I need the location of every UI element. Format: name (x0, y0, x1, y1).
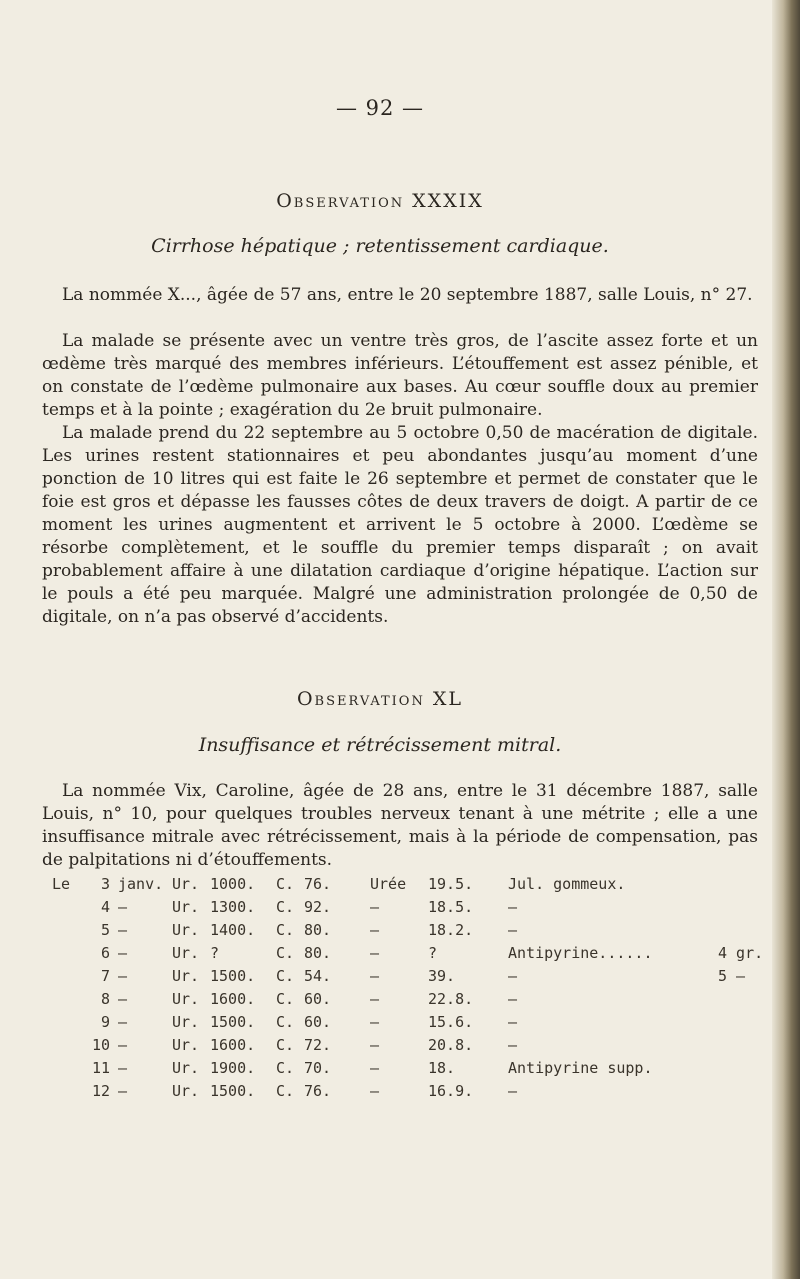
cell-le (52, 1033, 86, 1056)
table-row (52, 918, 763, 941)
cell-c: C. (276, 989, 295, 1008)
cell-dose (718, 987, 763, 1010)
cell-month: — (118, 1058, 128, 1077)
cell-day: 8 (100, 989, 110, 1008)
cell-day: 10 (91, 1035, 110, 1054)
cell-dose (718, 1079, 763, 1102)
cell-day: 7 (100, 966, 110, 985)
cell-dose (718, 918, 763, 941)
cell-dose: 4 gr. (718, 943, 764, 962)
cell-uree: Urée (370, 874, 407, 893)
cell-note: Antipyrine supp. (508, 1058, 653, 1077)
cell-cval: 60. (304, 989, 332, 1008)
cell-month: — (118, 897, 128, 916)
cell-ur: Ur. (172, 897, 200, 916)
observation-40-paragraph: La nommée Vix, Caroline, âgée de 28 ans, entre le 31 décembre 1887, salle Louis, n° 10, pour quelques troubles nerveux tenant à une métrite ; elle a une insuffisance mitrale avec rétrécissement, mais à la période de compensation, pas de palpitations ni d’étouffements. (42, 781, 758, 870)
cell-month: — (118, 1012, 128, 1031)
cell-dose (718, 895, 763, 918)
observation-39-paragraph-3: La malade prend du 22 septembre au 5 octobre 0,50 de macération de digitale. Les urines restent stationnaires et peu abondantes jusqu’au moment d’une ponction de 10 litres qui est faite le 26 septembre et permet de constater que le foie est gros et dépasse les fausses côtes de deux travers de doigt. A partir de ce moment les urines augmentent et arrivent le 5 octobre à 2000. L’œdème se résorbe complètement, et le souffle du premier temps disparaît ; on avait probablement affaire à une dilatation cardiaque d’origine hépatique. L’action sur le pouls a été peu marquée. Malgré une administration prolongée de 0,50 de digitale, on n’a pas observé d’accidents. (42, 423, 758, 627)
cell-uree: — (370, 1012, 380, 1031)
cell-ureeval: 22.8. (428, 989, 474, 1008)
cell-ureeval: 18.2. (428, 920, 474, 939)
observation-40-title: Observation XL (296, 688, 464, 710)
cell-c: C. (276, 920, 295, 939)
cell-ur: Ur. (172, 989, 200, 1008)
cell-le: Le (52, 874, 71, 893)
cell-day: 4 (100, 897, 110, 916)
cell-c: C. (276, 874, 295, 893)
cell-day: 11 (91, 1058, 110, 1077)
cell-day: 12 (91, 1081, 110, 1100)
table-row (52, 964, 763, 987)
cell-note: Antipyrine...... (508, 943, 653, 962)
table-row (52, 1079, 763, 1102)
daily-measurements-table (52, 872, 763, 1102)
cell-month: — (118, 943, 128, 962)
cell-month: janv. (118, 874, 164, 893)
cell-ur: Ur. (172, 874, 200, 893)
cell-month: — (118, 1081, 128, 1100)
cell-urine: 1600. (210, 989, 256, 1008)
cell-urine: 1000. (210, 874, 256, 893)
observation-40-subtitle: Insuffisance et rétrécissement mitral. (198, 734, 562, 756)
cell-dose: 5 — (718, 966, 746, 985)
cell-ur: Ur. (172, 920, 200, 939)
cell-note: — (508, 1081, 518, 1100)
table-row (52, 895, 763, 918)
cell-c: C. (276, 897, 295, 916)
cell-le (52, 1010, 86, 1033)
cell-uree: — (370, 920, 380, 939)
cell-c: C. (276, 943, 295, 962)
cell-c: C. (276, 966, 295, 985)
cell-c: C. (276, 1035, 295, 1054)
cell-c: C. (276, 1058, 295, 1077)
cell-uree: — (370, 1081, 380, 1100)
cell-uree: — (370, 943, 380, 962)
cell-cval: 70. (304, 1058, 332, 1077)
cell-month: — (118, 920, 128, 939)
cell-ureeval: 15.6. (428, 1012, 474, 1031)
cell-c: C. (276, 1081, 295, 1100)
cell-cval: 60. (304, 1012, 332, 1031)
cell-cval: 80. (304, 920, 332, 939)
cell-cval: 80. (304, 943, 332, 962)
cell-ureeval: ? (428, 943, 438, 962)
cell-urine: 1900. (210, 1058, 256, 1077)
page-edge (772, 0, 800, 1279)
table-row (52, 1056, 763, 1079)
cell-le (52, 1079, 86, 1102)
cell-ureeval: 20.8. (428, 1035, 474, 1054)
cell-note: — (508, 920, 518, 939)
cell-ur: Ur. (172, 1035, 200, 1054)
cell-dose (718, 1056, 763, 1079)
cell-uree: — (370, 989, 380, 1008)
cell-day: 5 (100, 920, 110, 939)
cell-ur: Ur. (172, 1081, 200, 1100)
cell-ureeval: 39. (428, 966, 456, 985)
cell-le (52, 1056, 86, 1079)
cell-uree: — (370, 1058, 380, 1077)
cell-note: Jul. gommeux. (508, 874, 626, 893)
cell-month: — (118, 966, 128, 985)
cell-day: 9 (100, 1012, 110, 1031)
table-row (52, 941, 763, 964)
cell-urine: 1500. (210, 966, 256, 985)
cell-urine: 1500. (210, 1012, 256, 1031)
cell-le (52, 987, 86, 1010)
cell-urine: 1500. (210, 1081, 256, 1100)
table-row (52, 1010, 763, 1033)
cell-le (52, 964, 86, 987)
cell-uree: — (370, 1035, 380, 1054)
cell-ur: Ur. (172, 966, 200, 985)
cell-ur: Ur. (172, 1012, 200, 1031)
cell-ureeval: 16.9. (428, 1081, 474, 1100)
cell-ur: Ur. (172, 1058, 200, 1077)
cell-dose (718, 1033, 763, 1056)
cell-note: — (508, 989, 518, 1008)
cell-urine: 1300. (210, 897, 256, 916)
cell-ur: Ur. (172, 943, 200, 962)
cell-uree: — (370, 966, 380, 985)
cell-cval: 92. (304, 897, 332, 916)
cell-urine: 1600. (210, 1035, 256, 1054)
table-body (52, 872, 763, 1102)
cell-cval: 76. (304, 1081, 332, 1100)
cell-month: — (118, 989, 128, 1008)
cell-note: — (508, 1035, 518, 1054)
table-row (52, 872, 763, 895)
cell-ureeval: 19.5. (428, 874, 474, 893)
cell-urine: ? (210, 943, 220, 962)
page-number: — 92 — (335, 96, 425, 120)
table-row (52, 987, 763, 1010)
cell-day: 3 (100, 874, 110, 893)
cell-day: 6 (100, 943, 110, 962)
cell-urine: 1400. (210, 920, 256, 939)
cell-le (52, 918, 86, 941)
cell-ureeval: 18. (428, 1058, 456, 1077)
cell-dose (718, 1010, 763, 1033)
cell-note: — (508, 1012, 518, 1031)
table-row (52, 1033, 763, 1056)
cell-uree: — (370, 897, 380, 916)
observation-39-paragraph-2: La malade se présente avec un ventre très gros, de l’ascite assez forte et un œdème très marqué des membres inférieurs. L’étouffement est assez pénible, et on constate de l’œdème pulmonaire aux bases. Au cœur souffle doux au premier temps et à la pointe ; exagération du 2e bruit pulmonaire. (42, 331, 758, 420)
cell-month: — (118, 1035, 128, 1054)
cell-note: — (508, 897, 518, 916)
cell-le (52, 941, 86, 964)
cell-ureeval: 18.5. (428, 897, 474, 916)
cell-cval: 72. (304, 1035, 332, 1054)
observation-39-paragraph-1: La nommée X..., âgée de 57 ans, entre le 20 septembre 1887, salle Louis, n° 27. (62, 285, 753, 305)
cell-note: — (508, 966, 518, 985)
cell-c: C. (276, 1012, 295, 1031)
cell-le (52, 895, 86, 918)
observation-39-subtitle: Cirrhose hépatique ; retentissement cardiaque. (151, 235, 609, 257)
observation-39-title: Observation XXXIX (276, 190, 484, 212)
cell-cval: 76. (304, 874, 332, 893)
cell-cval: 54. (304, 966, 332, 985)
cell-dose (718, 872, 763, 895)
